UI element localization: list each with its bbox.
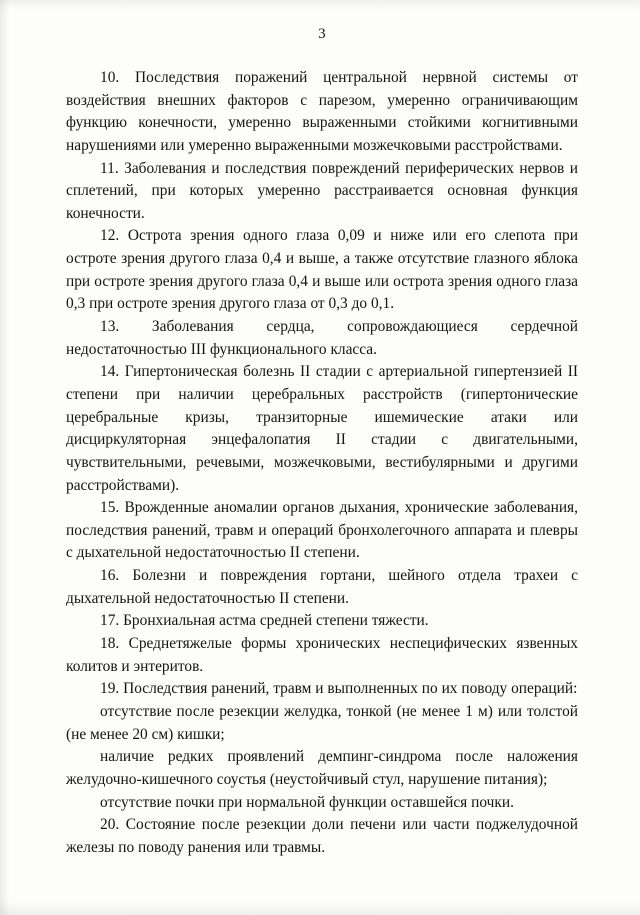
paragraph-item-14: 14. Гипертоническая болезнь II стадии с артериальной гипертензией II степени при наличии церебральных расстройств (гипертонические церебральные кризы, транзиторные ишемические атаки или дисциркуляторная энцефалопатия II стадии с двигательными, чувствительными, речевыми, мозжечковыми, вестибулярными и другими расстройствами). (66, 363, 578, 494)
paragraph-item-10: 10. Последствия поражений центральной нервной системы от воздействия внешних факторов с парезом, умеренно ограничивающим функцию конечности, умеренно выраженными стойкими когнитивными нарушениями или умеренно выраженными мозжечковыми расстройствами. (66, 69, 578, 154)
document-body (66, 67, 578, 859)
paragraph-item-18: 18. Среднетяжелые формы хронических неспецифических язвенных колитов и энтеритов. (66, 635, 578, 675)
page-edge-shading-top (0, 0, 640, 10)
paragraph-item-20: 20. Состояние после резекции доли печени или части поджелудочной железы по поводу ранения или травмы. (66, 816, 578, 856)
paragraph-item-11: 11. Заболевания и последствия повреждений периферических нервов и сплетений, при которых умеренно расстраивается основная функция конечности. (66, 159, 578, 222)
page-edge-shading-bottom (0, 901, 640, 915)
paragraph-item-19-sub-2: наличие редких проявлений демпинг-синдрома после наложения желудочно-кишечного соустья (неустойчивый стул, нарушение питания); (66, 748, 578, 788)
paragraph-item-19: 19. Последствия ранений, травм и выполненных по их поводу операций: (100, 680, 578, 698)
paragraph-item-17: 17. Бронхиальная астма средней степени тяжести. (100, 612, 429, 630)
paragraph-item-16: 16. Болезни и повреждения гортани, шейного отдела трахеи с дыхательной недостаточностью II степени. (66, 567, 578, 607)
paragraph-item-15: 15. Врожденные аномалии органов дыхания, хронические заболевания, последствия ранений, травм и операций бронхолегочного аппарата и плевры с дыхательной недостаточностью II степени. (66, 499, 578, 562)
paragraph-item-13: 13. Заболевания сердца, сопровождающиеся сердечной недостаточностью III функционального класса. (66, 318, 578, 358)
page-edge-shading-left (0, 0, 10, 915)
page-number: 3 (318, 26, 326, 42)
paragraph-item-19-sub-1: отсутствие после резекции желудка, тонкой (не менее 1 м) или толстой (не менее 20 см) кишки; (66, 702, 578, 743)
paragraph-item-19-sub-3: отсутствие почки при нормальной функции оставшейся почки. (100, 793, 514, 811)
paragraph-item-12: 12. Острота зрения одного глаза 0,09 и ниже или его слепота при остроте зрения другого глаза 0,4 и выше, а также отсутствие глазного яблока при остроте зрения другого глаза 0,4 и выше или острота зрения одного глаза 0,3 при остроте зрения другого глаза от 0,3 до 0,1. (66, 227, 578, 313)
